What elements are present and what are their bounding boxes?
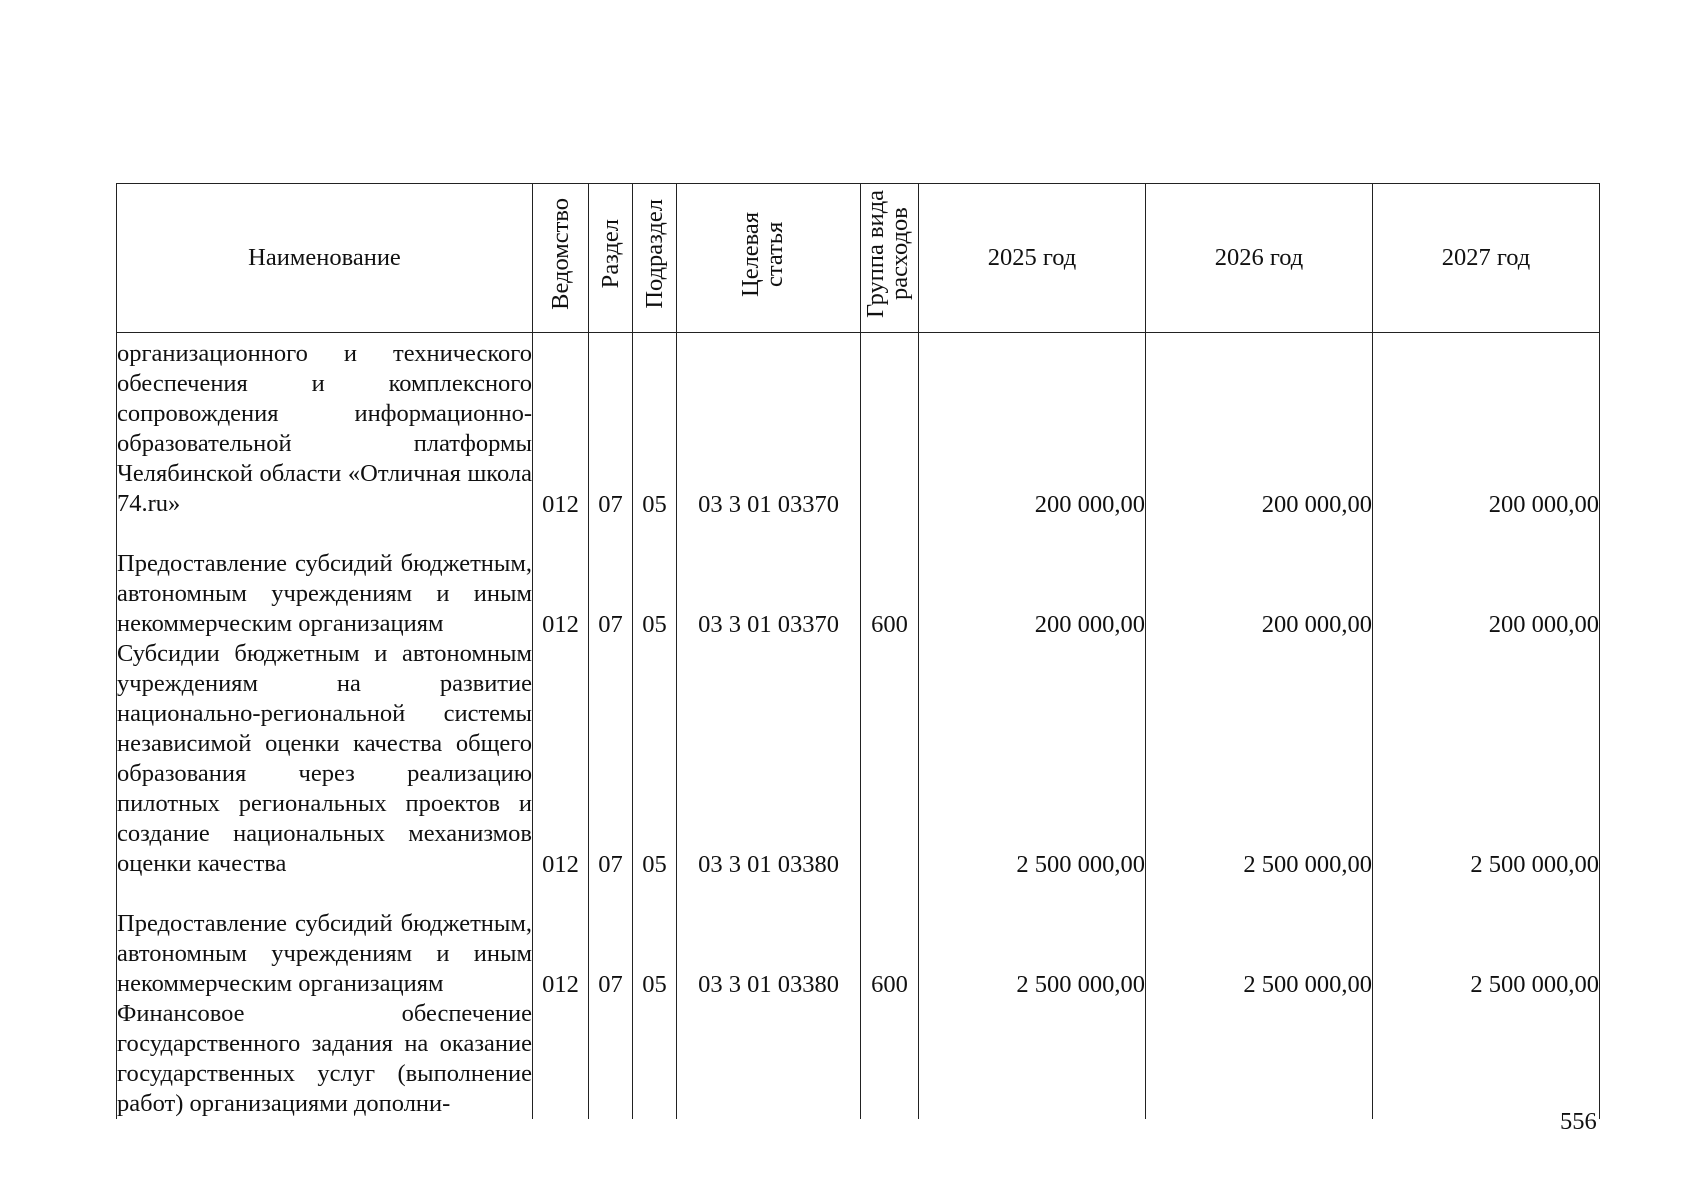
table-header-row — [117, 184, 1600, 333]
row-subsection: 05 — [633, 639, 677, 879]
table-row — [117, 879, 1600, 999]
row-target-article: 03 3 01 03380 — [677, 639, 861, 879]
row-amount-2025: 2 500 000,00 — [919, 879, 1146, 999]
row-amount-2026 — [1146, 999, 1373, 1119]
row-section: 07 — [589, 879, 633, 999]
row-subsection: 05 — [633, 333, 677, 519]
table-row — [117, 639, 1600, 879]
header-expense-group: Группа вида расходов — [861, 184, 919, 333]
header-year-2025: 2025 год — [919, 184, 1146, 333]
row-amount-2027: 200 000,00 — [1373, 333, 1600, 519]
row-department: 012 — [533, 333, 589, 519]
header-year-2027: 2027 год — [1373, 184, 1600, 333]
row-expense-group — [861, 999, 919, 1119]
budget-table — [116, 183, 1600, 1119]
header-name: Наименование — [117, 184, 533, 333]
row-section: 07 — [589, 333, 633, 519]
table-row — [117, 519, 1600, 639]
row-expense-group: 600 — [861, 879, 919, 999]
header-section: Раздел — [589, 184, 633, 333]
row-amount-2025: 200 000,00 — [919, 519, 1146, 639]
row-amount-2025: 2 500 000,00 — [919, 639, 1146, 879]
row-amount-2026: 2 500 000,00 — [1146, 639, 1373, 879]
row-department: 012 — [533, 519, 589, 639]
row-section: 07 — [589, 519, 633, 639]
row-name: Финансовое обеспечение государственного задания на оказание государственных услуг (выполнение работ) организациями дополни- — [117, 999, 532, 1117]
row-name: Субсидии бюджетным и автономным учреждениям на развитие национально-региональной системы независимой оценки качества общего образования через реализацию пилотных региональных проектов и создание национальных механизмов оценки качества — [117, 639, 532, 877]
row-target-article: 03 3 01 03370 — [677, 333, 861, 519]
row-target-article: 03 3 01 03380 — [677, 879, 861, 999]
row-amount-2026: 2 500 000,00 — [1146, 879, 1373, 999]
row-expense-group — [861, 333, 919, 519]
row-amount-2025 — [919, 999, 1146, 1119]
row-amount-2025: 200 000,00 — [919, 333, 1146, 519]
row-amount-2027: 200 000,00 — [1373, 519, 1600, 639]
header-subsection: Подраздел — [633, 184, 677, 333]
page-number: 556 — [1560, 1108, 1597, 1135]
row-target-article — [677, 999, 861, 1119]
row-department: 012 — [533, 879, 589, 999]
row-amount-2027 — [1373, 999, 1600, 1119]
row-department — [533, 999, 589, 1119]
table-row — [117, 333, 1600, 519]
row-name: организационного и технического обеспечения и комплексного сопровождения информационно-образовательной платформы Челябинской области «Отличная школа 74.ru» — [117, 333, 533, 519]
header-department: Ведомство — [533, 184, 589, 333]
table-row-continued — [117, 999, 1600, 1119]
row-subsection: 05 — [633, 879, 677, 999]
row-target-article: 03 3 01 03370 — [677, 519, 861, 639]
row-section: 07 — [589, 639, 633, 879]
row-name: Предоставление субсидий бюджетным, автономным учреждениям и иным некоммерческим организациям — [117, 519, 533, 639]
row-subsection: 05 — [633, 519, 677, 639]
row-expense-group — [861, 639, 919, 879]
row-expense-group: 600 — [861, 519, 919, 639]
row-section — [589, 999, 633, 1119]
row-amount-2026: 200 000,00 — [1146, 333, 1373, 519]
header-target-article: Целевая статья — [677, 184, 861, 333]
header-year-2026: 2026 год — [1146, 184, 1373, 333]
row-subsection — [633, 999, 677, 1119]
row-amount-2026: 200 000,00 — [1146, 519, 1373, 639]
row-amount-2027: 2 500 000,00 — [1373, 639, 1600, 879]
row-amount-2027: 2 500 000,00 — [1373, 879, 1600, 999]
row-department: 012 — [533, 639, 589, 879]
row-name: Предоставление субсидий бюджетным, автономным учреждениям и иным некоммерческим организациям — [117, 879, 533, 999]
